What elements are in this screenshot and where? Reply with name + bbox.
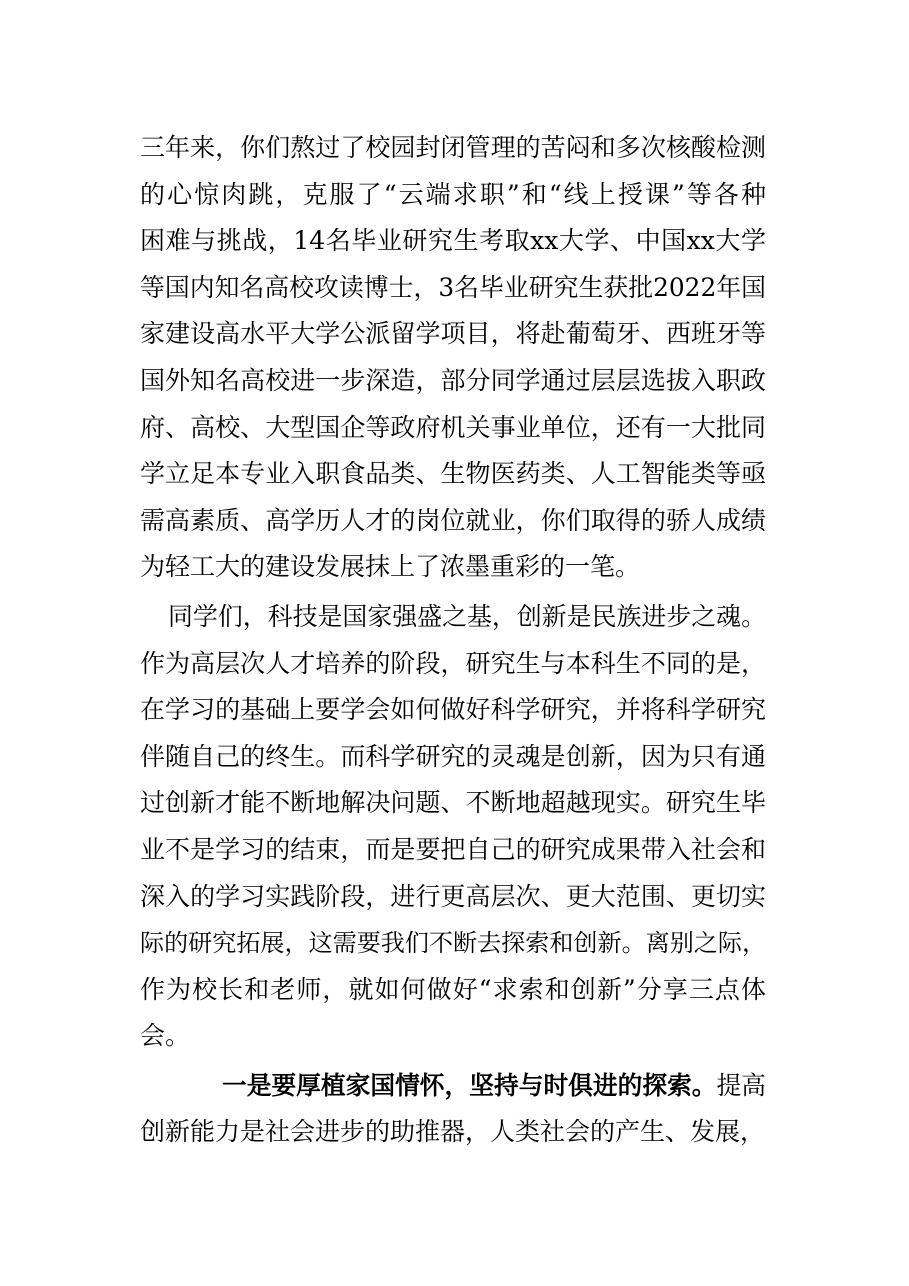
section-heading: 一是要厚植家国情怀，坚持与时俱进的探索。: [222, 1070, 717, 1100]
paragraph-line: [0, 451, 909, 498]
paragraph-line: [0, 498, 909, 545]
line-text: 际的研究拓展，这需要我们不断去探索和创新。离别之际，: [140, 929, 767, 958]
paragraph-line: [0, 1109, 909, 1156]
document-body: [0, 125, 909, 1156]
heading-continuation: 提高: [716, 1070, 766, 1100]
paragraph-line: [0, 967, 909, 1014]
line-text: 的心惊肉跳，克服了“云端求职”和“线上授课”等各种: [140, 179, 766, 209]
line-text: 国外知名高校进一步深造，部分同学通过层层选拔入职政: [140, 365, 766, 395]
paragraph-line: [0, 594, 909, 641]
paragraph-line: [0, 218, 909, 265]
line-text: 作为高层次人才培养的阶段，研究生与本科生不同的是，: [140, 648, 766, 678]
line-text: 家建设高水平大学公派留学项目，将赴葡萄牙、西班牙等: [140, 319, 766, 349]
line-text: 深入的学习实践阶段，进行更高层次、更大范围、更切实: [140, 881, 766, 911]
paragraph-line: [0, 405, 909, 452]
paragraph-line: [0, 125, 909, 172]
paragraph-line: [0, 544, 909, 591]
line-text: 为轻工大的建设发展抹上了浓墨重彩的一笔。: [140, 552, 641, 582]
heading-line-text: [222, 1063, 766, 1110]
line-text: 伴随自己的终生。而科学研究的灵魂是创新，因为只有通: [140, 741, 766, 771]
paragraph-line: [0, 734, 909, 781]
line-text: 三年来，你们熬过了校园封闭管理的苦闷和多次核酸检测: [140, 133, 766, 162]
paragraph-line: [0, 172, 909, 219]
paragraph-line: [0, 874, 909, 921]
paragraph-line: [0, 358, 909, 405]
line-text: 需高素质、高学历人才的岗位就业，你们取得的骄人成绩: [140, 505, 766, 535]
line-text: 同学们，科技是国家强盛之基，创新是民族进步之魂。: [168, 601, 766, 631]
paragraph-line: [0, 1013, 909, 1060]
line-text: 学立足本专业入职食品类、生物医药类、人工智能类等亟: [140, 459, 766, 489]
line-text: 作为校长和老师，就如何做好“求索和创新”分享三点体: [140, 974, 766, 1004]
line-text: 过创新才能不断地解决问题、不断地超越现实。研究生毕: [140, 788, 766, 818]
paragraph-line: [0, 311, 909, 358]
line-text: 在学习的基础上要学会如何做好科学研究，并将科学研究: [140, 695, 766, 725]
line-text: 会。: [140, 1021, 191, 1051]
line-text: 府、高校、大型国企等政府机关事业单位，还有一大批同: [140, 412, 766, 442]
paragraph-line: [0, 265, 909, 312]
line-text: 等国内知名高校攻读博士，3名毕业研究生获批2022年国: [140, 272, 766, 302]
line-text: 困难与挑战，14名毕业研究生考取xx大学、中国xx大学: [140, 226, 766, 256]
line-text: 创新能力是社会进步的助推器，人类社会的产生、发展，: [140, 1117, 766, 1147]
section-heading-line: [0, 1063, 909, 1110]
paragraph-line: [0, 827, 909, 874]
line-text: 业不是学习的结束，而是要把自己的研究成果带入社会和: [140, 834, 766, 864]
paragraph-line: [0, 687, 909, 734]
paragraph-line: [0, 641, 909, 688]
paragraph-line: [0, 780, 909, 827]
paragraph-line: [0, 920, 909, 967]
